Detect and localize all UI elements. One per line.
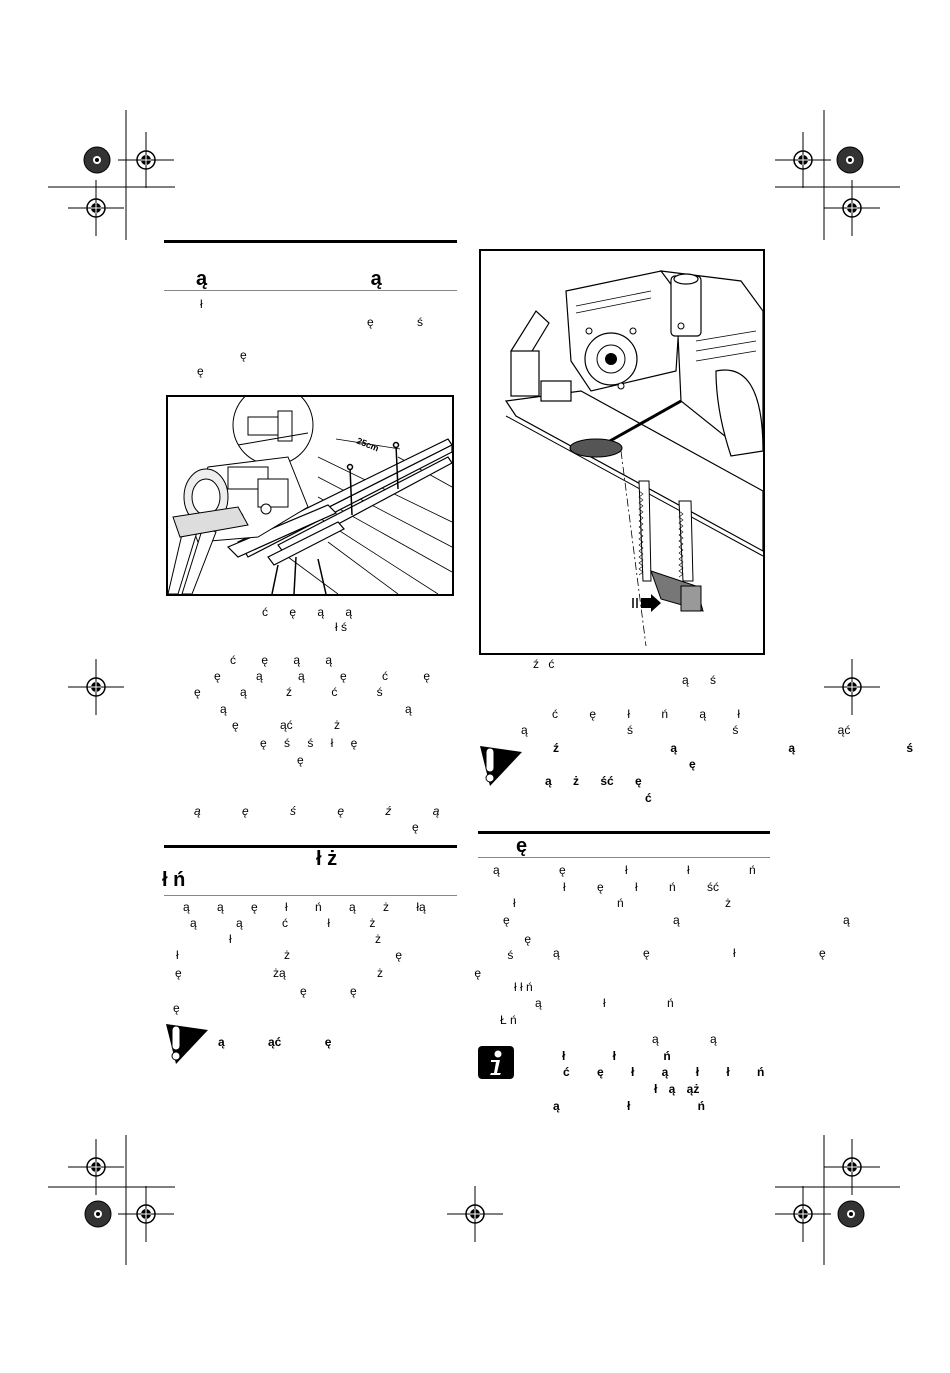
- info-text: ą ł ń: [553, 1099, 706, 1113]
- section-heading: ą ą: [196, 268, 382, 290]
- crosshair-mark: [447, 1186, 503, 1242]
- body-line: ć ę ł ń ą ł: [552, 707, 741, 721]
- heading-underline: [164, 895, 457, 896]
- warning-text: ź ą ą ś: [553, 741, 914, 755]
- figure-saw-adjustment: [479, 249, 765, 655]
- rosette-mark-tr: [837, 147, 863, 173]
- body-line: ą ś ś ąć: [521, 723, 851, 737]
- body-line: ć ę ą ą: [230, 653, 333, 667]
- saw-illustration: [168, 397, 452, 594]
- body-line: ę: [173, 1001, 180, 1015]
- body-line: ę ą ą: [503, 913, 850, 927]
- body-line: ę ą ą ę ć ę: [214, 669, 431, 683]
- crosshair-mark: [775, 1186, 831, 1242]
- body-line: ł ę ł ń ść: [563, 880, 720, 894]
- warning-text: ę: [689, 757, 696, 771]
- body-line: ę: [412, 820, 419, 834]
- body-line: ę ę: [300, 984, 357, 998]
- crosshair-mark: [824, 180, 880, 236]
- crosshair-mark: [775, 132, 831, 188]
- body-line: ę żą ż ę: [175, 966, 482, 980]
- body-line: ą ą ć ł ż: [190, 916, 376, 930]
- crosshair-mark: [824, 659, 880, 715]
- body-line: Ł ń: [500, 1013, 517, 1027]
- warning-text: ą ąć ę: [218, 1035, 332, 1049]
- body-line: ą ą: [220, 702, 412, 716]
- section-heading: ł ń: [162, 869, 186, 891]
- crosshair-mark: [68, 180, 124, 236]
- warning-text: ć: [645, 791, 652, 805]
- body-line: ł ż ę: [229, 932, 532, 946]
- body-line: ę ś ś ł ę: [260, 736, 358, 750]
- body-line: ą ł ń: [535, 996, 674, 1010]
- figure-caption: ą ś: [682, 673, 717, 687]
- direction-arrow-icon: [633, 594, 661, 612]
- body-line: ą ą ę ł ń ą ż łą: [183, 900, 426, 914]
- crosshair-mark: [68, 659, 124, 715]
- figure-caption: ł ś: [335, 620, 347, 634]
- info-text: ł ł ń: [562, 1049, 671, 1063]
- dimension-label: 25cm: [355, 435, 381, 454]
- rosette-mark-bl: [85, 1201, 111, 1227]
- info-text: ć ę ł ą ł ł ń: [563, 1065, 765, 1079]
- heading-underline: [164, 290, 457, 291]
- warning-text: ą ż ść ę: [545, 774, 642, 788]
- body-line: ę ąć ż: [232, 718, 341, 732]
- info-icon: [478, 1046, 514, 1079]
- rosette-mark-br: [838, 1201, 864, 1227]
- body-line: ą ę ł ł ń: [493, 863, 756, 877]
- rosette-mark-tl: [84, 147, 110, 173]
- body-line: ł ń ż: [513, 896, 732, 910]
- section-rule: [164, 240, 457, 243]
- warning-icon: [476, 742, 524, 786]
- figure-saw-guide-rail: [166, 395, 454, 596]
- section-heading: ł ż: [316, 848, 338, 870]
- saw-adjustment-illustration: [481, 251, 763, 653]
- figure-caption: ź ć: [533, 657, 555, 671]
- body-line: ą ę ł ę: [553, 946, 826, 960]
- body-line: ł ł ń: [514, 980, 533, 994]
- body-line: ą ą: [652, 1032, 717, 1046]
- body-line: ę: [240, 348, 247, 362]
- figure-caption: ć ę ą ą: [262, 605, 353, 619]
- section-rule: [164, 845, 457, 848]
- body-line: ę: [197, 364, 204, 378]
- body-line: ę ą ź ć ś: [194, 685, 383, 699]
- info-text: ł ą ąż: [654, 1082, 700, 1096]
- heading-underline: [478, 857, 770, 858]
- body-line: ę ś: [367, 315, 424, 329]
- section-heading: ę: [516, 835, 528, 857]
- body-line: ę: [297, 753, 304, 767]
- body-line: ą ę ś ę ź ą: [194, 804, 440, 818]
- warning-icon: [162, 1020, 210, 1064]
- body-line: ł: [200, 297, 203, 311]
- body-line: ł ż ę ś: [176, 948, 514, 962]
